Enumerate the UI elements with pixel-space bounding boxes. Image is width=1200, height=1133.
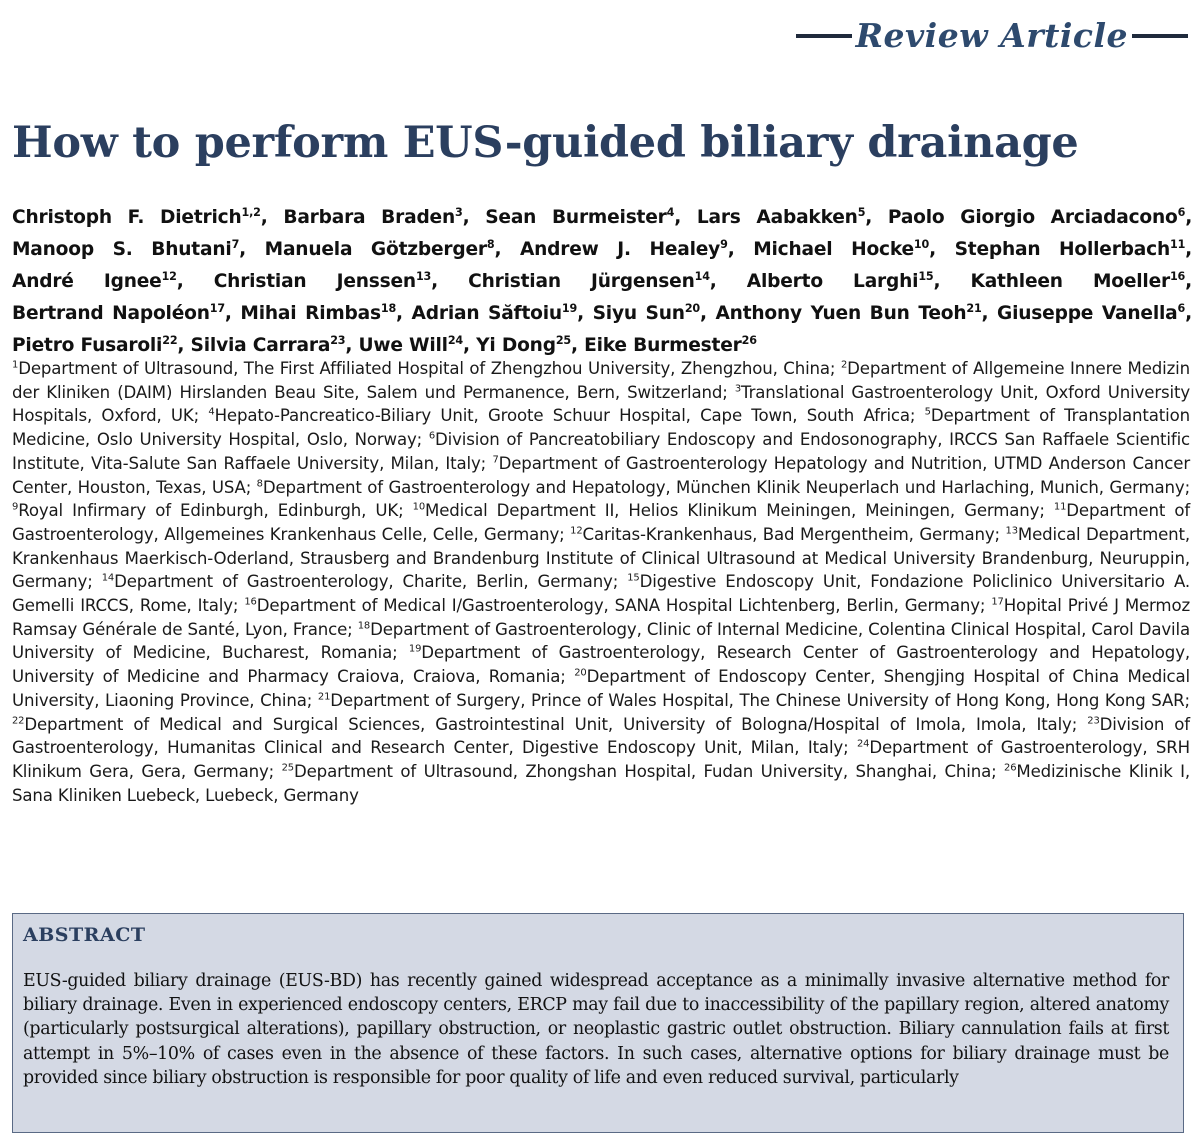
affiliation-number: 26 [1004, 762, 1017, 774]
affiliation-text: Department of Gastroenterology, Allgemeines Krankenhaus Celle, Celle, Germany; [12, 501, 1191, 544]
affiliation-text: Department of Ultrasound, The First Affiliated Hospital of Zhengzhou University, Zhengzhou, China; [18, 359, 836, 378]
author-affiliation-ref: 26 [741, 333, 757, 347]
affiliation-text: Department of Surgery, Prince of Wales Hospital, The Chinese University of Hong Kong, Hong Kong SAR; [330, 690, 1190, 710]
author: Uwe Will$^{24}$ [358, 333, 463, 356]
section-label: Review Article [855, 16, 1128, 55]
author-affiliation-ref: 9 [720, 237, 728, 251]
affiliation-number: 23 [1087, 715, 1100, 727]
author-affiliation-ref: 6 [1177, 205, 1186, 219]
author: Pietro Fusaroli$^{22}$ [12, 333, 178, 356]
affiliation-number: 13 [1005, 525, 1018, 537]
author-affiliation-ref: 4 [666, 205, 675, 219]
author-affiliation-ref: 24 [447, 333, 463, 347]
author-affiliation-ref: 7 [231, 237, 240, 251]
author: Alberto Larghi$^{15}$ [746, 269, 934, 292]
author: Barbara Braden$^3$ [283, 205, 463, 228]
author-affiliation-ref: 3 [455, 205, 463, 219]
affiliation [102, 572, 618, 591]
affiliation [257, 478, 1190, 497]
affiliation [12, 501, 404, 520]
article-title: How to perform EUS-guided biliary drainage [12, 118, 1079, 168]
author: André Ignee$^{12}$ [12, 269, 177, 292]
affiliation-number: 14 [101, 572, 115, 584]
affiliation-number: 5 [924, 406, 931, 418]
author: Andrew J. Healey$^9$ [519, 237, 728, 260]
author: Yi Dong$^{25}$ [476, 333, 571, 356]
affiliation-text: Department of Endoscopy Center, Shengjing Hospital of China Medical University, Liaoning Province, China; [12, 667, 1190, 710]
author: Christoph F. Dietrich$^{1,2}$ [12, 205, 261, 228]
author: Mihai Rimbas$^{18}$ [240, 301, 397, 324]
affiliation-text: Caritas-Krankenhaus, Bad Mergentheim, Germany; [582, 524, 1000, 544]
author-affiliation-ref: 13 [415, 269, 432, 283]
author: Christian Jenssen$^{13}$ [213, 269, 432, 292]
header-rule-left [796, 34, 852, 38]
author-affiliation-ref: 11 [1170, 237, 1186, 251]
author-affiliation-ref: 8 [486, 237, 495, 251]
affiliation-text: Medical Department II, Helios Klinikum Meiningen, Meiningen, Germany; [425, 501, 1045, 521]
author: Giuseppe Vanella$^6$ [997, 301, 1186, 324]
author-affiliation-ref: 1,2 [241, 205, 261, 219]
header-rule-right [1132, 34, 1188, 38]
affiliation-number: 24 [856, 738, 870, 750]
affiliation-number: 1 [12, 359, 19, 371]
affiliation-text: Department of Gastroenterology Hepatology and Nutrition, UTMD Anderson Cancer Center, Houston, Texas, USA; [12, 453, 1190, 497]
affiliation-text: Department of Gastroenterology, Clinic of Internal Medicine, Colentina Clinical Hospital, Carol Davila University of Medicine, Bucharest, Romania; [12, 619, 1190, 663]
affiliation [208, 406, 915, 425]
abstract-heading: ABSTRACT [23, 924, 146, 946]
affiliation [12, 359, 835, 378]
affiliation-text: Translational Gastroenterology Unit, Oxford University Hospitals, Oxford, UK; [12, 382, 1190, 426]
author: Stephan Hollerbach$^{11}$ [954, 237, 1186, 260]
author: Christian Jürgensen$^{14}$ [468, 269, 710, 292]
affiliation-number: 11 [1053, 501, 1067, 513]
affiliation [570, 525, 1000, 544]
affiliation-text: Department of Gastroenterology, Research Center of Gastroenterology and Hepatology, University of Medicine and Pharmacy Craiova, Craiova, Romania; [12, 643, 1190, 687]
affiliation-number: 16 [244, 596, 257, 608]
author-affiliation-ref: 17 [209, 301, 225, 315]
author-affiliation-ref: 6 [1177, 301, 1186, 315]
author: Siyu Sun$^{20}$ [592, 301, 700, 324]
author: Bertrand Napoléon$^{17}$ [12, 301, 225, 324]
author-affiliation-ref: 14 [694, 269, 710, 283]
affiliation-text: Department of Medical I/Gastroenterology, SANA Hospital Lichtenberg, Berlin, Germany; [256, 596, 986, 616]
author: Paolo Giorgio Arciadacono$^6$ [887, 205, 1186, 228]
affiliation-number: 21 [317, 691, 331, 703]
affiliation-number: 17 [991, 596, 1004, 608]
abstract-body: EUS-guided biliary drainage (EUS-BD) has recently gained widespread acceptance as a minimally invasive alternative method for biliary drainage. Even in experienced endoscopy centers, ERCP may fail due to inaccessibility of the papillary region, altered anatomy (particularly postsurgical alterations), papillary obstruction, or neoplastic gastric outlet obstruction. Biliary cannulation fails at first attempt in 5%–10% of cases even in the absence of these factors. In such cases, alternative options for biliary drainage must be provided since biliary obstruction is responsible for poor quality of life and even reduced survival, particularly [23, 971, 1169, 1088]
affiliation-text: Division of Gastroenterology, Humanitas Clinical and Research Center, Digestive Endoscopy Unit, Milan, Italy; [12, 714, 1191, 758]
affiliation-number: 6 [428, 430, 436, 442]
affiliation-list [12, 357, 1190, 807]
author-affiliation-ref: 10 [913, 237, 930, 251]
author-affiliation-ref: 20 [684, 301, 700, 315]
affiliation-text: Division of Pancreatobiliary Endoscopy and Endosonography, IRCCS San Raffaele Scientific Institute, Vita-Salute San Raffaele University, Milan, Italy; [12, 430, 1191, 473]
affiliation-text: Department of Allgemeine Innere Medizin der Kliniken (DAIM) Hirslanden Beau Site, Salem und Permanence, Bern, Switzerland; [12, 359, 1191, 402]
affiliation-text: Digestive Endoscopy Unit, Fondazione Policlinico Universitario A. Gemelli IRCCS, Rome, Italy; [12, 572, 1191, 616]
affiliation-text: Department of Gastroenterology, SRH Klinikum Gera, Gera, Germany; [12, 738, 1190, 781]
affiliation-number: 9 [12, 501, 19, 513]
author: Michael Hocke$^{10}$ [753, 237, 930, 260]
author: Silvia Carrara$^{23}$ [190, 333, 346, 356]
author-affiliation-ref: 22 [162, 333, 178, 347]
section-header [796, 16, 1188, 55]
affiliation-number: 7 [492, 454, 499, 466]
author-list: Christoph F. Dietrich$^{1,2}$, Barbara Braden$^3$, Sean Burmeister$^4$, Lars Aabakken$^5$, Paolo Giorgio Arciadacono$^6$, Manoop S. Bhutani$^7$, Manuela Götzberger$^8$, Andrew J. Healey$^9$, Michael Hocke$^{10}$, Stephan Hollerbach$^{11}$, André Ignee$^{12}$, Christian Jenssen$^{13}$, Christian Jürgensen$^{14}$, Alberto Larghi$^{15}$, Kathleen Moeller$^{16}$, Bertrand Napoléon$^{17}$, Mihai Rimbas$^{18}$, Adrian Săftoiu$^{19}$, Siyu Sun$^{20}$, Anthony Yuen Bun Teoh$^{21}$, Giuseppe Vanella$^6$, Pietro Fusaroli$^{22}$, Silvia Carrara$^{23}$, Uwe Will$^{24}$, Yi Dong$^{25}$, Eike Burmester$^{26}$ [12, 205, 1193, 356]
author: Sean Burmeister$^4$ [485, 205, 675, 228]
affiliation [244, 596, 985, 615]
affiliation-text: Department of Transplantation Medicine, Oslo University Hospital, Oslo, Norway; [12, 406, 1190, 450]
affiliation-text: Hepato-Pancreatico-Biliary Unit, Groote Schuur Hospital, Cape Town, South Africa; [214, 406, 916, 426]
author-affiliation-ref: 19 [561, 301, 578, 315]
affiliation-number: 20 [574, 667, 587, 679]
author: Lars Aabakken$^5$ [696, 205, 866, 228]
author-affiliation-ref: 21 [966, 301, 982, 315]
author-affiliation-ref: 5 [857, 205, 866, 219]
affiliation-text: Medizinische Klinik I, Sana Kliniken Luebeck, Luebeck, Germany [12, 761, 1191, 805]
affiliation-text: Hopital Privé J Mermoz Ramsay Générale de Santé, Lyon, France; [12, 596, 1191, 639]
affiliation [282, 762, 997, 781]
author-affiliation-ref: 23 [330, 333, 346, 347]
affiliation-number: 10 [412, 501, 426, 513]
affiliation-text: Medical Department, Krankenhaus Maerkisch-Oderland, Strausberg and Brandenburg Institute of Clinical Ultrasound at Medical University Brandenburg, Neuruppin, Germany; [12, 524, 1191, 592]
author-affiliation-ref: 12 [161, 269, 177, 283]
affiliation [12, 715, 1077, 734]
author: Adrian Săftoiu$^{19}$ [411, 301, 578, 324]
affiliation-number: 25 [281, 762, 294, 774]
author-affiliation-ref: 25 [555, 333, 571, 347]
affiliation-text: Department of Medical and Surgical Sciences, Gastrointestinal Unit, University of Bologna/Hospital of Imola, Imola, Italy; [24, 714, 1078, 734]
affiliation-number: 19 [408, 643, 422, 655]
affiliation [413, 501, 1045, 520]
author: Kathleen Moeller$^{16}$ [970, 269, 1186, 292]
author-affiliation-ref: 16 [1169, 269, 1186, 283]
affiliation-text: Department of Gastroenterology and Hepatology, München Klinik Neuperlach und Harlaching, Munich, Germany; [262, 477, 1191, 497]
affiliation-number: 2 [840, 359, 848, 371]
affiliation-number: 15 [627, 572, 640, 584]
author: Manuela Götzberger$^8$ [264, 237, 495, 260]
author: Manoop S. Bhutani$^7$ [12, 237, 240, 260]
author: Eike Burmester$^{26}$ [584, 333, 757, 356]
affiliation-text: Department of Ultrasound, Zhongshan Hospital, Fudan University, Shanghai, China; [294, 761, 997, 781]
affiliation-number: 3 [734, 383, 742, 395]
affiliation [318, 691, 1190, 710]
author: Anthony Yuen Bun Teoh$^{21}$ [715, 301, 982, 324]
affiliation-text: Department of Gastroenterology, Charite, Berlin, Germany; [114, 572, 619, 592]
abstract-box [12, 913, 1184, 1133]
affiliation-number: 22 [12, 715, 25, 727]
affiliation-text: Royal Infirmary of Edinburgh, Edinburgh, UK; [18, 501, 404, 521]
author-affiliation-ref: 18 [380, 301, 397, 315]
affiliation-number: 4 [208, 406, 215, 418]
affiliation-number: 8 [256, 477, 263, 489]
affiliation-number: 18 [357, 620, 371, 632]
affiliation-number: 12 [570, 525, 583, 537]
author-affiliation-ref: 15 [918, 269, 934, 283]
